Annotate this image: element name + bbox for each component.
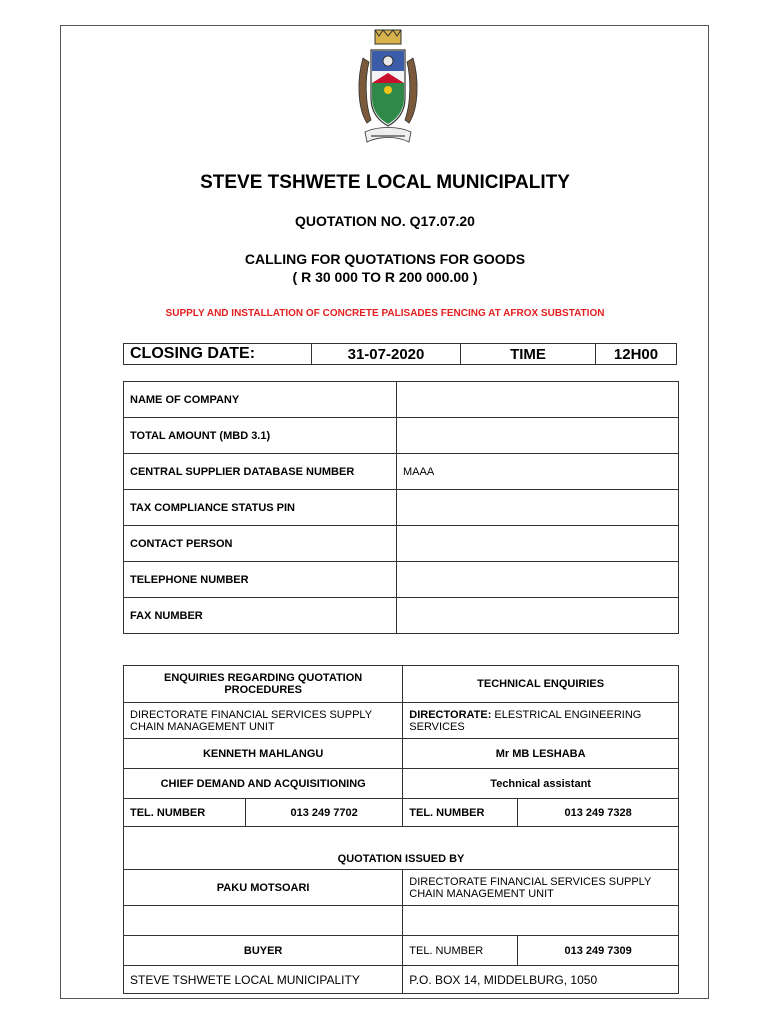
left-contact-name: KENNETH MAHLANGU bbox=[124, 739, 403, 769]
telephone-field[interactable] bbox=[397, 562, 679, 598]
table-row bbox=[124, 382, 679, 418]
closing-date-label: CLOSING DATE: bbox=[124, 344, 312, 365]
issuer-role: BUYER bbox=[124, 936, 403, 966]
left-department: DIRECTORATE FINANCIAL SERVICES SUPPLY CHAIN MANAGEMENT UNIT bbox=[124, 703, 403, 739]
table-row bbox=[124, 418, 679, 454]
right-tel-value: 013 249 7328 bbox=[518, 799, 679, 827]
total-amount-field[interactable] bbox=[397, 418, 679, 454]
quotation-number: QUOTATION NO. Q17.07.20 bbox=[295, 213, 475, 229]
left-tel-label: TEL. NUMBER bbox=[124, 799, 246, 827]
issuer-unit: DIRECTORATE FINANCIAL SERVICES SUPPLY CHAIN MANAGEMENT UNIT bbox=[403, 870, 679, 906]
issuer-tel-value: 013 249 7309 bbox=[518, 936, 679, 966]
row-label: CENTRAL SUPPLIER DATABASE NUMBER bbox=[124, 454, 397, 490]
time-label: TIME bbox=[461, 344, 596, 365]
tax-pin-field[interactable] bbox=[397, 490, 679, 526]
closing-date-value: 31-07-2020 bbox=[312, 344, 461, 365]
row-label: NAME OF COMPANY bbox=[124, 382, 397, 418]
table-row bbox=[124, 526, 679, 562]
price-range: ( R 30 000 TO R 200 000.00 ) bbox=[292, 269, 478, 285]
enquiries-table bbox=[123, 665, 679, 994]
row-label: TOTAL AMOUNT (MBD 3.1) bbox=[124, 418, 397, 454]
row-label: CONTACT PERSON bbox=[124, 526, 397, 562]
municipality-title: STEVE TSHWETE LOCAL MUNICIPALITY bbox=[200, 172, 570, 193]
issued-by-heading: QUOTATION ISSUED BY bbox=[124, 827, 679, 870]
supply-description: SUPPLY AND INSTALLATION OF CONCRETE PALISADES FENCING AT AFROX SUBSTATION bbox=[165, 308, 605, 319]
municipal-crest-logo bbox=[357, 28, 419, 150]
issuer-organisation: STEVE TSHWETE LOCAL MUNICIPALITY bbox=[124, 966, 403, 994]
blank-cell bbox=[124, 906, 403, 936]
blank-cell bbox=[403, 906, 679, 936]
table-row bbox=[124, 598, 679, 634]
directorate-value: ELESTRICAL ENGINEERING SERVICES bbox=[409, 708, 642, 733]
issuer-address: P.O. BOX 14, MIDDELBURG, 1050 bbox=[403, 966, 679, 994]
issuer-name: PAKU MOTSOARI bbox=[124, 870, 403, 906]
directorate-label: DIRECTORATE: bbox=[409, 708, 492, 721]
right-tel-label: TEL. NUMBER bbox=[403, 799, 518, 827]
right-department bbox=[403, 703, 679, 739]
left-tel-value: 013 249 7702 bbox=[246, 799, 403, 827]
technical-heading: TECHNICAL ENQUIRIES bbox=[403, 666, 679, 703]
issuer-tel-label: TEL. NUMBER bbox=[403, 936, 518, 966]
right-contact-title: Technical assistant bbox=[403, 769, 679, 799]
calling-heading: CALLING FOR QUOTATIONS FOR GOODS bbox=[244, 251, 526, 267]
left-contact-title: CHIEF DEMAND AND ACQUISITIONING bbox=[124, 769, 403, 799]
company-info-table bbox=[123, 381, 679, 634]
fax-field[interactable] bbox=[397, 598, 679, 634]
row-label: TELEPHONE NUMBER bbox=[124, 562, 397, 598]
table-row bbox=[124, 490, 679, 526]
procedures-heading: ENQUIRIES REGARDING QUOTATION PROCEDURES bbox=[124, 666, 403, 703]
row-label: TAX COMPLIANCE STATUS PIN bbox=[124, 490, 397, 526]
table-row bbox=[124, 454, 679, 490]
table-row bbox=[124, 562, 679, 598]
row-label: FAX NUMBER bbox=[124, 598, 397, 634]
time-value: 12H00 bbox=[596, 344, 677, 365]
csd-number-field[interactable]: MAAA bbox=[397, 454, 679, 490]
right-contact-name: Mr MB LESHABA bbox=[403, 739, 679, 769]
company-name-field[interactable] bbox=[397, 382, 679, 418]
contact-person-field[interactable] bbox=[397, 526, 679, 562]
closing-table bbox=[123, 343, 677, 365]
